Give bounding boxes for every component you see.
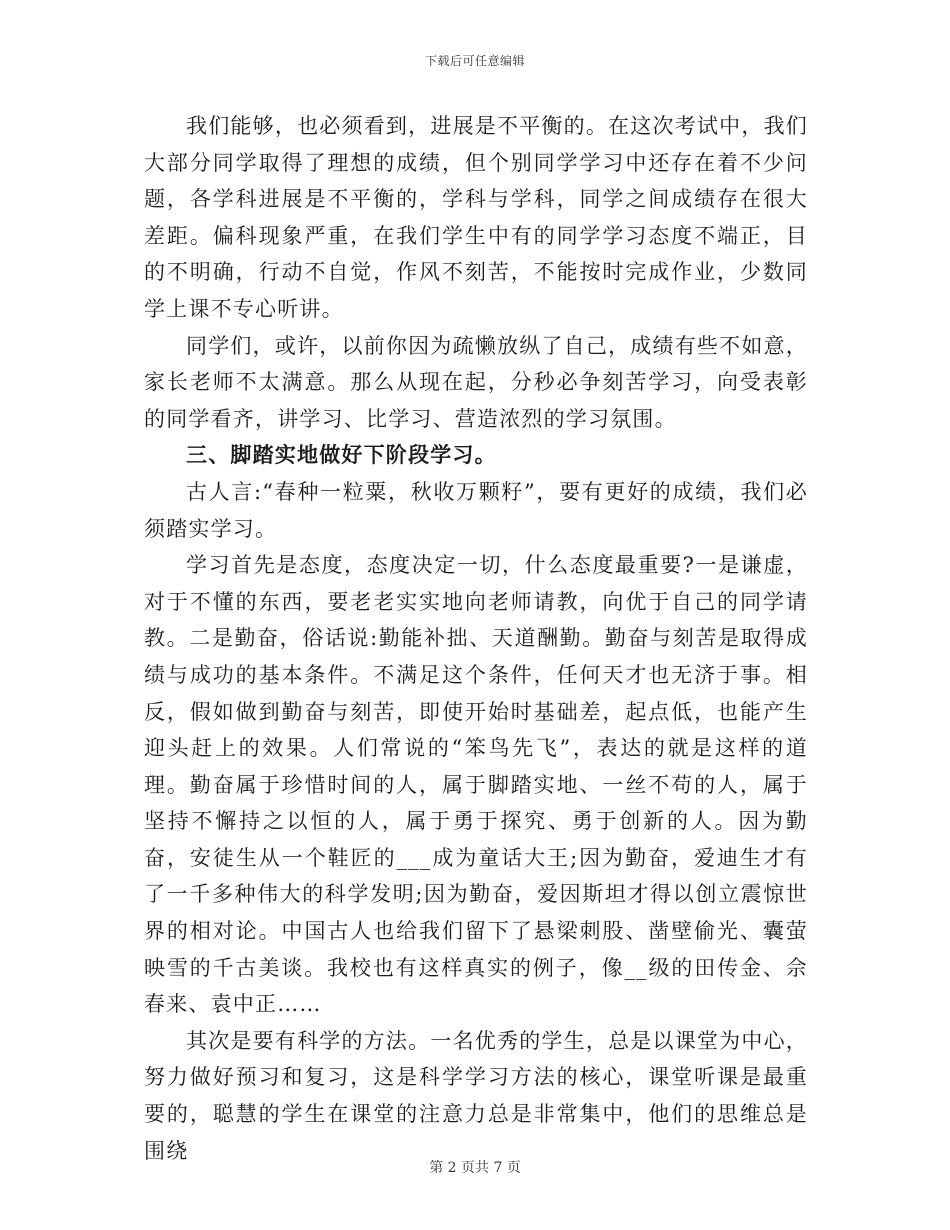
paragraph-attitude-diligence: 学习首先是态度，态度决定一切，什么态度最重要?一是谦虚，对于不懂的东西，要老老实实地向老师请教，向优于自己的同学请教。二是勤奋，俗话说:勤能补拙、天道酬勤。勤奋与刻苦是取得成绩与成功的基本条件。不满足这个条件，任何天才也无济于事。相反，假如做到勤奋与刻苦，即使开始时基础差，起点低，也能产生迎头赶上的效果。人们常说的“笨鸟先飞”，表达的就是这样的道理。勤奋属于珍惜时间的人，属于脚踏实地、一丝不苟的人，属于坚持不懈持之以恒的人，属于勇于探究、勇于创新的人。因为勤奋，安徒生从一个鞋匠的___成为童话大王;因为勤奋，爱迪生才有了一千多种伟大的科学发明;因为勤奋，爱因斯坦才得以创立震惊世界的相对论。中国古人也给我们留下了悬梁刺股、凿壁偷光、囊萤映雪的千古美谈。我校也有这样真实的例子，像__级的田传金、佘春来、袁中正……: [144, 553, 808, 1017]
paragraph-progress-imbalance: 我们能够，也必须看到，进展是不平衡的。在这次考试中，我们大部分同学取得了理想的成绩，但个别同学学习中还存在着不少问题，各学科进展是不平衡的，学科与学科，同学之间成绩存在很大差距。偏科现象严重，在我们学生中有的同学学习态度不端正，目的不明确，行动不自觉，作风不刻苦，不能按时完成作业，少数同学上课不专心听讲。: [144, 114, 808, 321]
paragraph-scientific-method: 其次是要有科学的方法。一名优秀的学生，总是以课堂为中心，努力做好预习和复习，这是科学学习方法的核心，课堂听课是最重要的，聪慧的学生在课堂的注意力总是非常集中，他们的思维总是围绕: [144, 1028, 808, 1163]
document-body: [144, 108, 808, 1169]
page-footer-page-number: 第 2 页共 7 页: [429, 1160, 521, 1176]
page-header: 下载后可任意编辑: [424, 54, 525, 68]
section-heading-three: 三、脚踏实地做好下阶段学习。: [186, 442, 497, 468]
paragraph-ancient-saying: 古人言:“春种一粒粟，秋收万颗籽”，要有更好的成绩，我们必须踏实学习。: [144, 479, 808, 541]
paragraph-call-to-students: 同学们，或许，以前你因为疏懒放纵了自己，成绩有些不如意，家长老师不太满意。那么从现在起，分秒必争刻苦学习，向受表彰的同学看齐，讲学习、比学习、营造浓烈的学习氛围。: [144, 333, 808, 431]
